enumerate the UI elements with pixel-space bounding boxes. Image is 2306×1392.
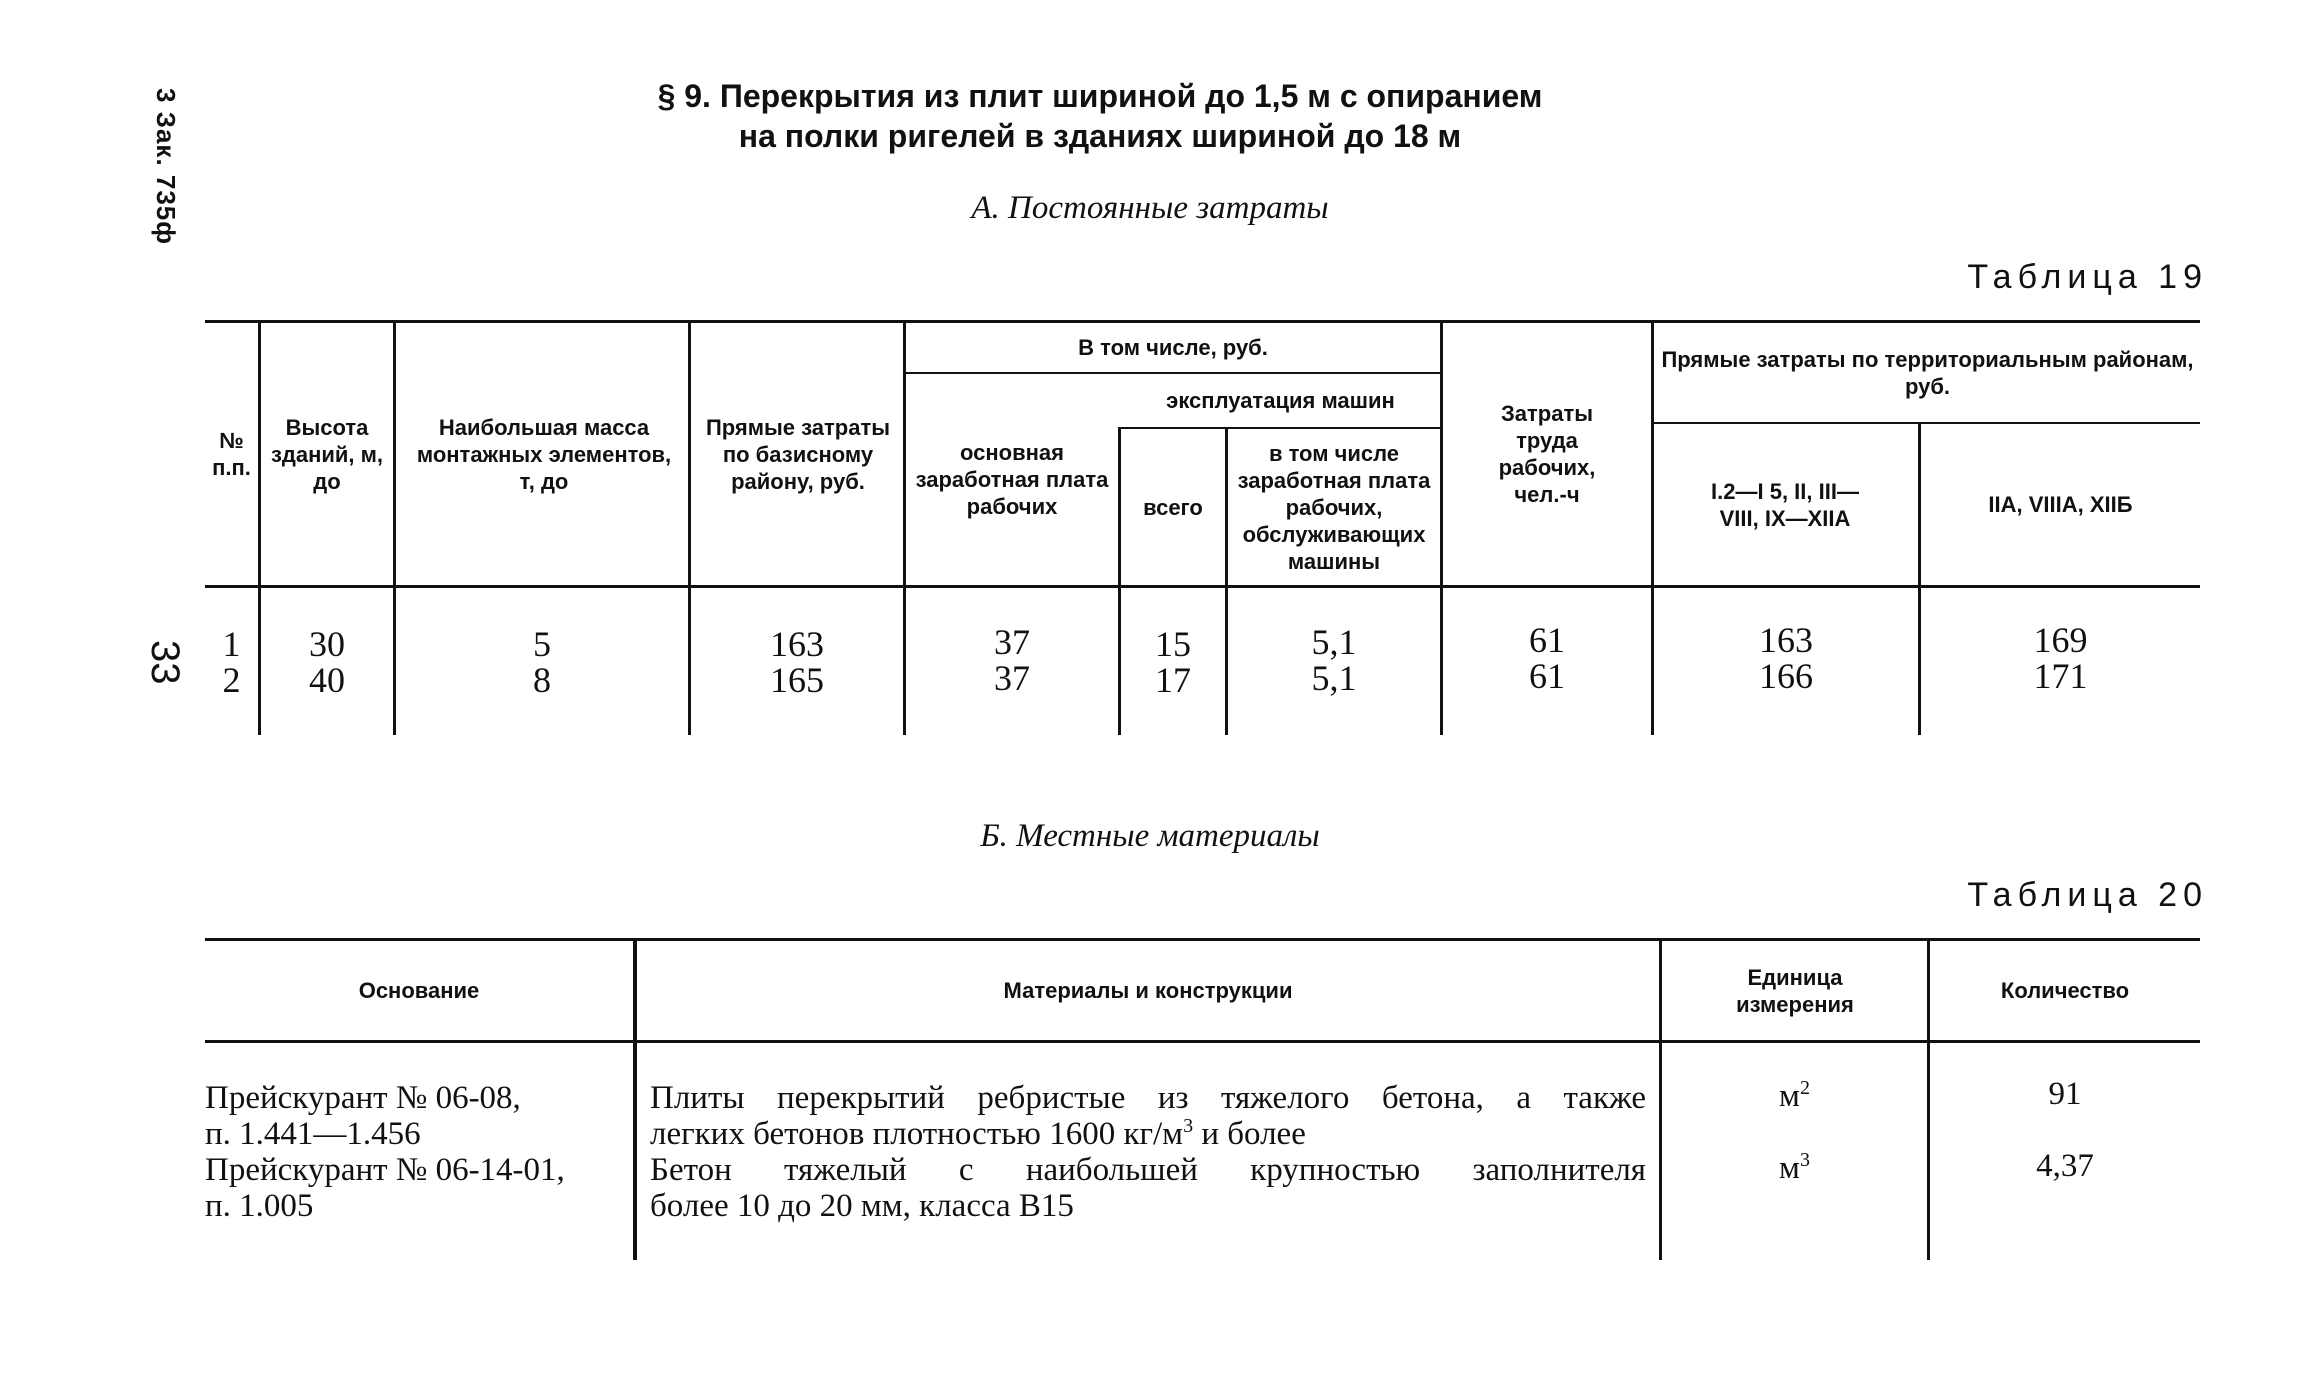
cell-material-line-1: Плиты перекрытий ребристые из тяжелого бетона, а также <box>650 1080 1646 1116</box>
unit-superscript: 3 <box>1799 1149 1810 1171</box>
header-mass: Наибольшая масса монтажных элементов, т, до <box>416 414 672 494</box>
header-labor: Затраты труда рабочих, чел.-ч <box>1498 401 1596 507</box>
cell-direct: 165 <box>770 660 824 700</box>
cell-machines-total: 17 <box>1155 660 1191 700</box>
header-wages: основная заработная плата рабочих <box>915 440 1109 519</box>
header-region-1: I.2—I 5, II, III—VIII, IX—XIIA <box>1711 478 1859 531</box>
page-number: 33 <box>143 640 187 685</box>
cell-material <box>650 1080 1646 1152</box>
cell-machines-wages: 5,1 <box>1311 622 1357 662</box>
cell-labor: 61 <box>1529 620 1565 660</box>
margin-note: 3 Зак. 735ф <box>151 88 181 246</box>
cell-unit <box>1662 1150 1927 1187</box>
section-title-line-2: на полки ригелей в зданиях шириной до 18 м <box>738 118 1462 154</box>
cell-mass: 5 <box>533 624 551 664</box>
cell-basis-line-1: Прейскурант № 06-08, <box>205 1080 521 1116</box>
material-text: легких бетонов плотностью 1600 кг/м <box>650 1116 1184 1152</box>
header-incl-group: В том числе, руб. <box>1078 335 1268 360</box>
cell-direct: 163 <box>770 624 824 664</box>
cell-material <box>650 1152 1646 1224</box>
cell-wages: 37 <box>994 622 1030 662</box>
cell-num: 1 <box>222 624 241 664</box>
cell-unit <box>1662 1078 1927 1115</box>
cell-quantity: 91 <box>2048 1076 2082 1112</box>
cell-machines-wages: 5,1 <box>1311 658 1357 698</box>
cell-wages: 37 <box>994 658 1030 698</box>
unit-base: м <box>1779 1150 1800 1186</box>
cell-region-1: 166 <box>1759 656 1813 696</box>
cell-material-line-2: более 10 до 20 мм, класса В15 <box>650 1188 1074 1224</box>
cell-basis-line-1: Прейскурант № 06-14-01, <box>205 1152 565 1188</box>
section-title <box>500 76 1700 156</box>
subsection-a-title: А. Постоянные затраты <box>971 190 1329 226</box>
unit-base: м <box>1779 1078 1800 1114</box>
cell-machines-total: 15 <box>1155 624 1191 664</box>
header-basis: Основание <box>358 978 480 1003</box>
material-text: и более <box>1193 1116 1306 1152</box>
header-direct-base: Прямые затраты по базисному району, руб. <box>705 414 891 494</box>
cell-quantity: 4,37 <box>2036 1148 2094 1184</box>
table-19-label: Таблица 19 <box>1967 258 2208 296</box>
header-quantity: Количество <box>2000 978 2130 1003</box>
section-title-line-1: § 9. Перекрытия из плит шириной до 1,5 м с опиранием <box>657 78 1543 114</box>
cell-height: 40 <box>309 660 345 700</box>
cell-labor: 61 <box>1529 656 1565 696</box>
header-unit: Единица измерения <box>1736 964 1854 1017</box>
header-regional-group: Прямые затраты по территориальным районам, руб. <box>1661 346 2194 399</box>
table-20-header-rule <box>205 1040 2200 1043</box>
table-20-label: Таблица 20 <box>1967 876 2208 914</box>
cell-material-line-2 <box>650 1116 1646 1152</box>
cell-region-2: 171 <box>2033 656 2088 696</box>
subsection-b-title: Б. Местные материалы <box>980 818 1320 854</box>
header-region-2: IIА, VIIIА, XIIБ <box>1988 492 2133 517</box>
cell-basis <box>205 1152 625 1224</box>
header-machines-wages: в том числе заработная плата рабочих, обслуживающих машины <box>1237 440 1431 574</box>
unit-superscript: 2 <box>1799 1077 1810 1099</box>
cell-basis-line-2: п. 1.441—1.456 <box>205 1116 421 1152</box>
cell-basis-line-2: п. 1.005 <box>205 1188 314 1224</box>
cell-mass: 8 <box>533 660 551 700</box>
header-num: № п.п. <box>212 428 251 480</box>
superscript: 3 <box>1183 1115 1194 1137</box>
cell-material-line-1: Бетон тяжелый с наибольшей крупностью заполнителя <box>650 1152 1646 1188</box>
header-machines-total: всего <box>1143 494 1203 520</box>
cell-region-2: 169 <box>2033 620 2088 660</box>
cell-region-1: 163 <box>1759 620 1813 660</box>
header-materials: Материалы и конструкции <box>1003 978 1293 1003</box>
header-height: Высота зданий, м, до <box>270 414 384 494</box>
cell-height: 30 <box>309 624 345 664</box>
header-machines-group: эксплуатация машин <box>1166 388 1395 413</box>
cell-num: 2 <box>222 660 241 700</box>
cell-basis <box>205 1080 625 1152</box>
table-19-header-rule <box>205 585 2200 588</box>
